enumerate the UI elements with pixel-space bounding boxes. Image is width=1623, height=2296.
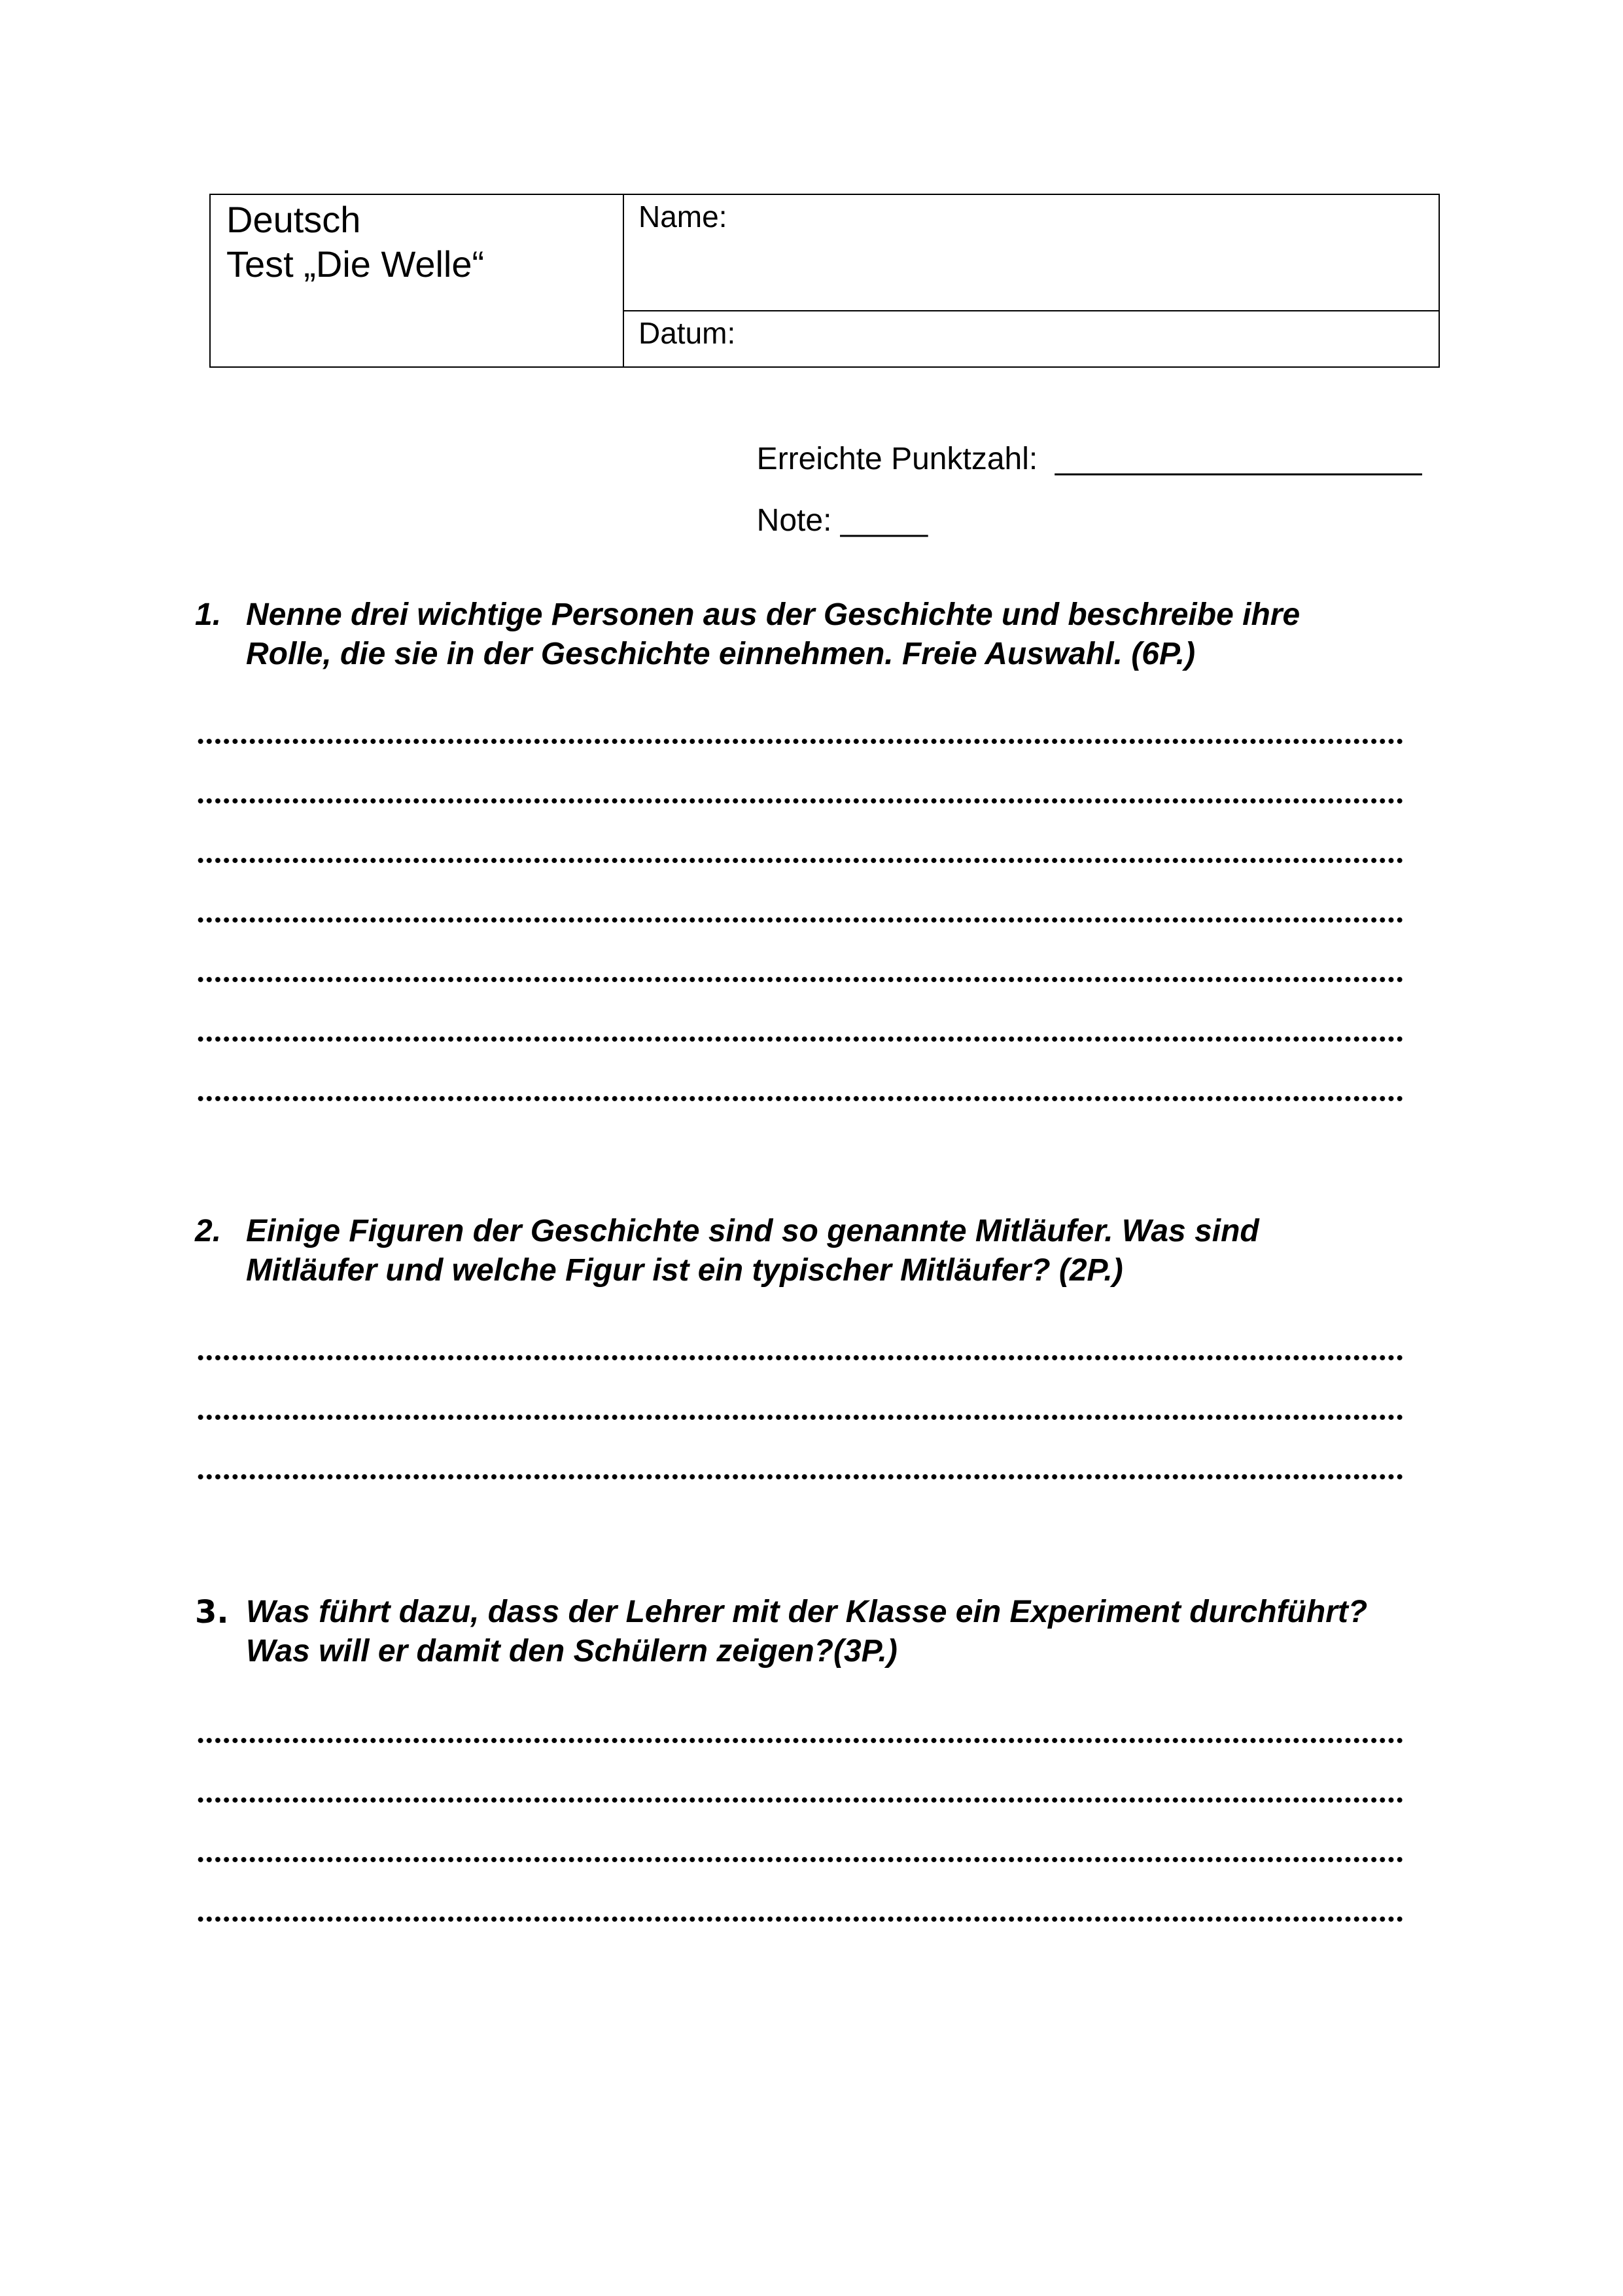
question-text-line-2: Was will er damit den Schülern zeigen?(3P.) bbox=[246, 1634, 898, 1669]
date-label: Datum: bbox=[638, 316, 736, 350]
question-1 bbox=[195, 595, 1451, 674]
points-blank[interactable]: _____________________ bbox=[1055, 442, 1422, 476]
question-number: 2. bbox=[195, 1214, 222, 1248]
answer-line[interactable] bbox=[196, 976, 1405, 983]
answer-line[interactable] bbox=[196, 1095, 1405, 1102]
grade-label: Note: bbox=[756, 503, 832, 538]
header-table bbox=[209, 194, 1440, 368]
points-label: Erreichte Punktzahl: bbox=[756, 442, 1038, 476]
question-number: 1. bbox=[195, 597, 222, 632]
answer-line[interactable] bbox=[196, 1916, 1405, 1922]
answer-line[interactable] bbox=[196, 917, 1405, 923]
answer-line[interactable] bbox=[196, 1354, 1405, 1361]
question-text-line-1: Einige Figuren der Geschichte sind so genannte Mitläufer. Was sind bbox=[246, 1214, 1259, 1248]
points-row bbox=[739, 412, 1422, 475]
answer-line[interactable] bbox=[196, 1737, 1405, 1744]
answer-line[interactable] bbox=[196, 1036, 1405, 1042]
answer-line[interactable] bbox=[196, 798, 1405, 804]
subject-label: Deutsch bbox=[226, 199, 361, 240]
question-number: 3. bbox=[195, 1594, 229, 1631]
question-text-line-2: Rolle, die sie in der Geschichte einnehmen. Freie Auswahl. (6P.) bbox=[246, 637, 1196, 671]
answer-line[interactable] bbox=[196, 1797, 1405, 1803]
answer-line[interactable] bbox=[196, 738, 1405, 745]
question-text-line-1: Was führt dazu, dass der Lehrer mit der Klasse ein Experiment durchführt? bbox=[246, 1595, 1368, 1629]
answer-line[interactable] bbox=[196, 1856, 1405, 1863]
question-text-line-2: Mitläufer und welche Figur ist ein typischer Mitläufer? (2P.) bbox=[246, 1253, 1123, 1288]
test-title: Test „Die Welle“ bbox=[226, 243, 485, 285]
answer-line[interactable] bbox=[196, 1474, 1405, 1480]
question-2 bbox=[195, 1212, 1451, 1290]
question-3 bbox=[195, 1593, 1451, 1671]
grade-blank[interactable]: _____ bbox=[840, 503, 928, 538]
name-field[interactable] bbox=[624, 195, 1439, 311]
subject-cell bbox=[211, 195, 624, 366]
grade-row bbox=[739, 474, 928, 537]
answer-line[interactable] bbox=[196, 857, 1405, 864]
name-label: Name: bbox=[638, 200, 727, 234]
answer-line[interactable] bbox=[196, 1414, 1405, 1421]
date-field[interactable] bbox=[624, 311, 1439, 366]
question-text-line-1: Nenne drei wichtige Personen aus der Geschichte und beschreibe ihre bbox=[246, 597, 1300, 632]
